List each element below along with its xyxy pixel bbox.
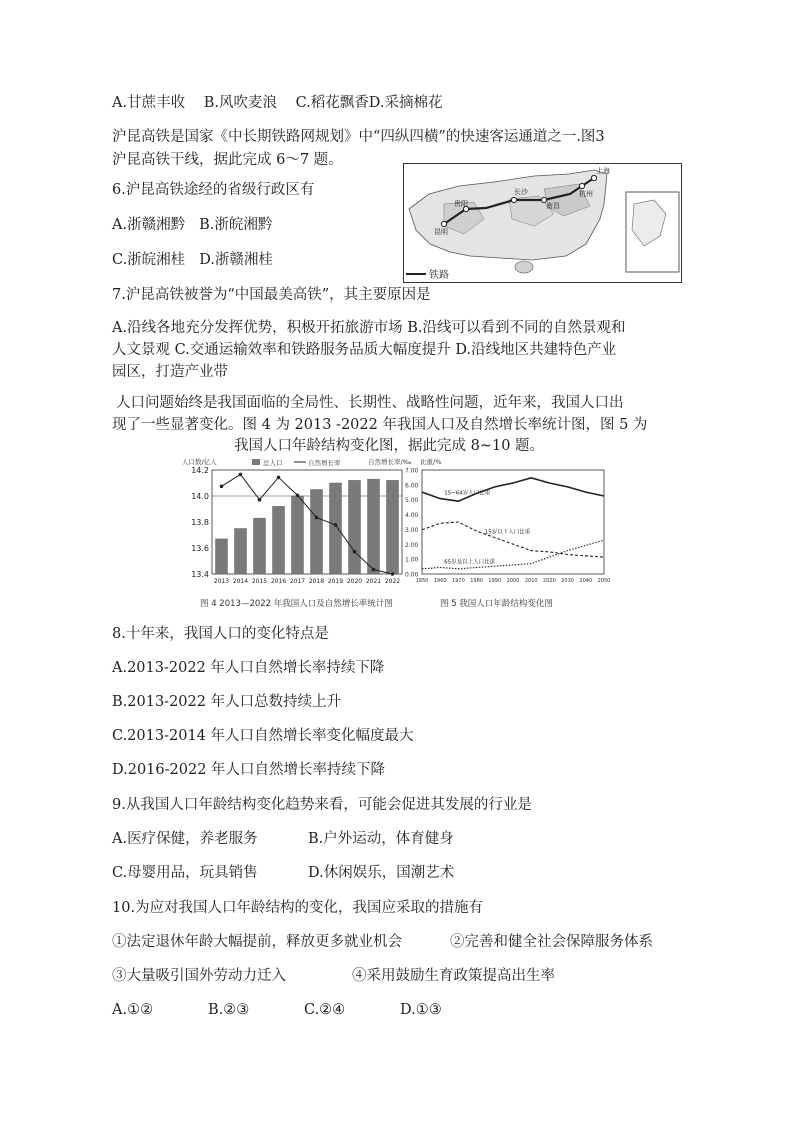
figure-4-population-bar [349,480,361,574]
figure-5-x-tick-label: 1970 [452,578,465,584]
q6-stem: 6.沪昆高铁途经的省级行政区有 [112,182,315,198]
figure-5-x-tick-label: 2050 [597,578,610,584]
figure-4-y2-axis-label: 自然增长率/‰ [368,458,412,466]
q6-options-ab [112,215,272,235]
q10-options [112,1000,442,1020]
q9-options-cd [112,863,454,883]
figure-4-x-tick-label: 2015 [251,578,268,585]
city-label-shanghai: 上海 [596,167,610,175]
figure-4-population-bar [387,480,399,574]
figure-4-population-bar [292,496,304,574]
figure-3-map [403,163,682,283]
figure-4-growth-rate-point [296,493,300,497]
figure-4-y2-tick-label: 1.00 [405,556,419,564]
q10-stem: 10.为应对我国人口年龄结构的变化，我国应采取的措施有 [112,900,484,916]
figure-4-growth-rate-point [220,485,224,489]
q6-option-b: B.浙皖湘黔 [199,217,273,233]
q7-line1: A.沿线各地充分发挥优势，积极开拓旅游市场 B.沿线可以看到不同的自然景观和 [112,320,626,336]
figure-4-y-tick-label: 13.8 [191,518,209,527]
q8-option-a: A.2013-2022 年人口自然增长率持续下降 [112,660,385,676]
figure-4-y-axis-label: 人口数/亿人 [182,458,217,466]
q9-options-ab [112,829,454,849]
q6-options-cd [112,250,273,270]
q9-option-c: C.母婴用品，玩具销售 [112,865,258,881]
q6-option-c: C.浙皖湘桂 [112,252,186,268]
figure-4-y-tick-label: 14.0 [191,492,209,501]
q10-option-b: B.②③ [208,1002,250,1018]
q7-line2: 人文景观 C.交通运输效率和铁路服务品质大幅度提升 D.沿线地区共建特色产业 [112,342,617,358]
q10-items-12 [112,932,653,952]
q10-item-4: ④采用鼓励生育政策提高出生率 [352,968,555,984]
figure-4-x-tick-label: 2018 [308,578,325,585]
figure-4-x-tick-label: 2016 [270,578,287,585]
figure-5-series-label: 15岁以下人口比重 [484,529,531,536]
q8-option-b: B.2013-2022 年人口总数持续上升 [112,694,342,710]
figure-5-caption: 图 5 我国人口年龄结构变化图 [440,599,553,609]
q6-option-d: D.浙赣湘桂 [199,252,273,268]
intro-8-10-line1: 人口问题始终是我国面临的全局性、长期性、战略性问题，近年来，我国人口出 [116,395,624,411]
figure-5-y-axis-label: 比重/% [420,458,442,466]
figure-4-population-bar [368,479,380,574]
figure-5-x-tick-label: 2040 [579,578,593,584]
q10-item-3: ③大量吸引国外劳动力迁入 [112,968,286,984]
figure-5-x-tick-label: 1990 [488,578,502,584]
q10-option-a: A.①② [112,1002,154,1018]
intro-8-10-line2: 现了一些显著变化。图 4 为 2013 -2022 年我国人口及自然增长率统计图，图 5 为 [112,417,648,433]
q5-options [112,93,442,113]
city-label-guiyang: 贵阳 [454,200,468,208]
figure-5-series-label: 15~64岁人口比重 [444,490,491,497]
figure-4-growth-rate-point [315,516,319,520]
intro-6-7-line1: 沪昆高铁是国家《中长期铁路网规划》中“四纵四横”的快速客运通道之一.图3 [112,129,605,145]
figure-4-x-tick-label: 2022 [384,578,401,585]
q9-option-d: D.休闲娱乐，国潮艺术 [308,865,455,881]
figure-4-legend-population: 总人口 [263,459,283,467]
figure-4-legend-bar-swatch [252,459,260,465]
q5-option-d: D.采摘棉花 [368,95,443,111]
figure-5-x-tick-label: 2010 [524,578,538,584]
figure-4-y-tick-label: 13.6 [191,544,209,553]
figure-5-x-tick-label: 1980 [470,578,483,584]
figure-4-y2-tick-label: 4.00 [405,512,419,520]
figure-4-population-bar [216,539,228,574]
figure-4-y2-tick-label: 2.00 [405,541,419,549]
figure-4-x-tick-label: 2020 [346,578,363,585]
figure-4-x-tick-label: 2013 [213,578,230,585]
figure-4-y2-tick-label: 7.00 [405,467,419,475]
q8-option-c: C.2013-2014 年人口自然增长率变化幅度最大 [112,728,414,744]
figure-4-x-tick-label: 2021 [365,578,382,585]
figure-4-y-tick-label: 13.4 [191,570,209,579]
figure-5-x-tick-label: 2000 [506,578,520,584]
figure-4-population-bar [273,506,285,574]
figure-4-growth-rate-point [258,498,262,502]
q8-stem: 8.十年来，我国人口的变化特点是 [112,626,329,642]
q5-option-a: A.甘蔗丰收 [112,95,186,111]
q6-option-a: A.浙赣湘黔 [112,217,186,233]
city-label-changsha: 长沙 [514,188,528,196]
q10-items-34 [112,966,555,986]
q10-item-1: ①法定退休年龄大幅提前，释放更多就业机会 [112,934,402,950]
q10-option-c: C.②④ [304,1002,346,1018]
city-label-hangzhou: 杭州 [579,190,593,198]
figure-4-population-bar [330,483,342,574]
figure-4-population-bar [311,490,323,575]
figure-4-5-charts [180,456,610,606]
figure-5-x-tick-label: 1950 [415,578,429,584]
figure-5-series-line [422,478,604,501]
q5-option-c: C.稻花飘香 [295,95,369,111]
charts-svg [180,456,610,596]
figure-4-caption: 图 4 2013—2022 年我国人口及自然增长率统计图 [200,599,393,609]
figure-4-growth-rate-point [334,523,338,527]
q5-option-b: B.风吹麦浪 [203,95,277,111]
figure-4-y2-tick-label: 6.00 [405,482,419,490]
figure-4-growth-rate-point [391,572,395,576]
figure-4-legend-growth-rate: 自然增长率 [308,459,341,467]
map-legend-railway: 铁路 [429,270,449,281]
city-label-nanchang: 南昌 [546,202,560,210]
figure-4-growth-rate-point [277,476,281,480]
q9-stem: 9.从我国人口年龄结构变化趋势来看，可能会促进其发展的行业是 [112,797,532,813]
q10-option-d: D.①③ [400,1002,442,1018]
figure-4-x-tick-label: 2019 [327,578,344,585]
figure-4-chart [182,457,419,585]
city-label-kunming: 昆明 [434,228,448,236]
figure-4-population-bar [254,518,266,574]
figure-4-growth-rate-point [239,473,243,477]
q8-option-d: D.2016-2022 年人口自然增长率持续下降 [112,762,386,778]
figure-5-x-tick-label: 2030 [561,578,574,584]
figure-5-plot-frame [422,470,604,574]
q9-option-b: B.户外运动，体育健身 [308,831,454,847]
figure-5-series-line [422,522,604,557]
figure-4-growth-rate-line [222,474,393,574]
figure-5-chart [416,457,610,584]
figure-4-y2-tick-label: 0.00 [405,571,419,579]
figure-5-series-label: 65岁及以上人口比重 [444,559,496,566]
figure-4-y2-tick-label: 5.00 [405,497,419,505]
q7-stem: 7.沪昆高铁被誉为“中国最美高铁”，其主要原因是 [112,287,431,303]
q9-option-a: A.医疗保健，养老服务 [112,831,258,847]
figure-4-growth-rate-point [353,550,357,554]
figure-4-growth-rate-point [372,568,376,572]
figure-4-y-tick-label: 14.2 [191,466,209,475]
figure-5-x-tick-label: 1960 [433,578,447,584]
figure-4-population-bar [235,529,247,575]
figure-4-x-tick-label: 2017 [289,578,306,585]
figure-4-x-tick-label: 2014 [232,578,249,585]
intro-8-10-line3: 我国人口年龄结构变化图，据此完成 8~10 题。 [234,438,545,454]
q10-item-2: ②完善和健全社会保障服务体系 [450,934,653,950]
intro-6-7-line2: 沪昆高铁干线，据此完成 6～7 题。 [112,152,343,168]
figure-4-y2-tick-label: 3.00 [405,526,419,534]
q7-line3: 园区，打造产业带 [112,364,228,380]
figure-5-x-tick-label: 2020 [543,578,556,584]
